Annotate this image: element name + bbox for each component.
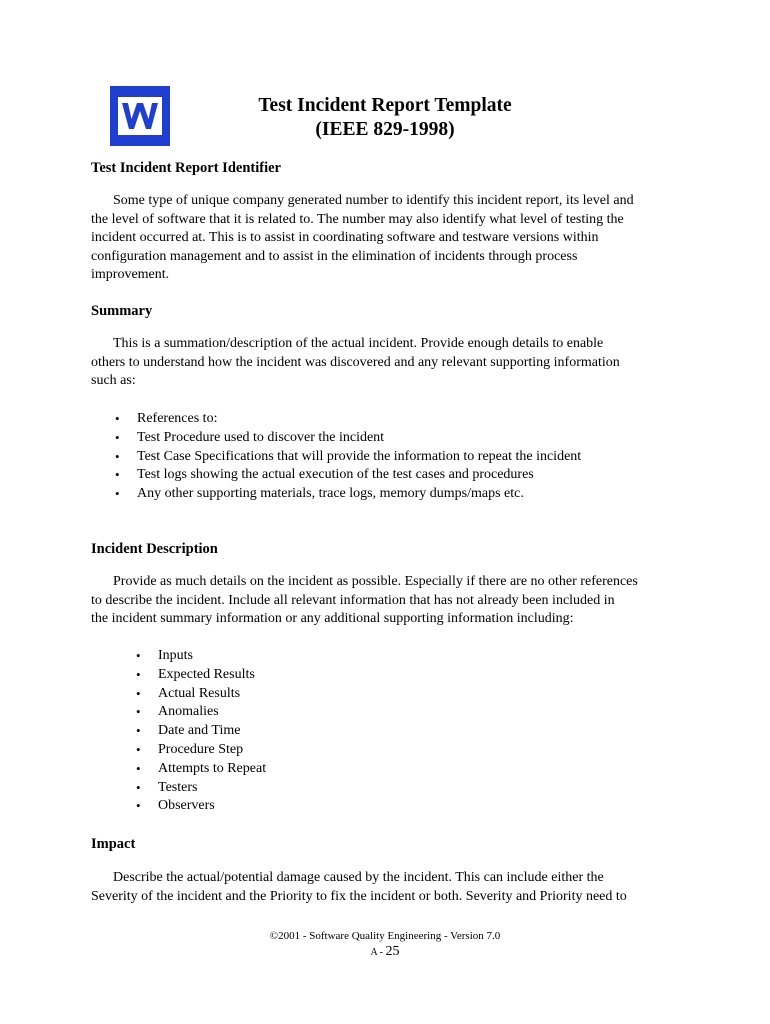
bullet-icon: • — [115, 411, 120, 426]
list-item: • Test Procedure used to discover the incident — [115, 429, 581, 448]
list-item: • References to: — [115, 410, 581, 429]
bullet-icon: • — [136, 704, 141, 720]
bullet-icon: • — [115, 448, 120, 464]
bullet-icon: • — [115, 429, 120, 445]
paragraph-line: improvement. — [91, 267, 170, 282]
word-document-icon — [110, 86, 170, 146]
impact-paragraph — [91, 869, 651, 906]
paragraph-line: such as: — [91, 373, 136, 388]
list-item: • Test logs showing the actual execution of the test cases and procedures — [115, 466, 581, 485]
bullet-icon: • — [136, 685, 141, 701]
summary-heading: Summary — [91, 303, 153, 319]
list-item: • Observers — [136, 797, 266, 816]
paragraph-line: configuration management and to assist in the elimination of incidents through process — [91, 248, 578, 264]
paragraph-line: Provide as much details on the incident as possible. Especially if there are no other references — [113, 574, 638, 589]
paragraph-line: the level of software that it is related to. The number may also identify what level of testing the — [91, 211, 624, 227]
bullet-icon: • — [136, 666, 141, 682]
bullet-icon: • — [136, 779, 141, 795]
list-item: • Test Case Specifications that will provide the information to repeat the incident — [115, 448, 581, 467]
list-item: • Expected Results — [136, 666, 266, 685]
paragraph-line: Describe the actual/potential damage caused by the incident. This can include either the — [113, 870, 604, 885]
identifier-heading: Test Incident Report Identifier — [91, 160, 281, 176]
footer-copyright: ©2001 - Software Quality Engineering - Version 7.0 — [269, 930, 501, 942]
impact-heading: Impact — [91, 836, 136, 852]
bullet-icon: • — [136, 798, 141, 814]
bullet-icon: • — [136, 648, 141, 663]
identifier-paragraph — [91, 192, 651, 285]
bullet-icon: • — [136, 760, 141, 776]
list-item: • Any other supporting materials, trace logs, memory dumps/maps etc. — [115, 485, 581, 504]
bullet-icon: • — [136, 723, 141, 739]
document-title: Test Incident Report Template — [258, 95, 512, 116]
list-item: • Anomalies — [136, 703, 266, 722]
list-item: • Date and Time — [136, 722, 266, 741]
page-number — [0, 944, 770, 961]
paragraph-line: Some type of unique company generated number to identify this incident report, its level and — [113, 193, 634, 208]
bullet-icon: • — [136, 741, 141, 757]
list-item: • Attempts to Repeat — [136, 760, 266, 779]
description-heading: Incident Description — [91, 541, 218, 557]
description-bullet-list — [136, 647, 266, 816]
list-item: • Actual Results — [136, 685, 266, 704]
document-subtitle: (IEEE 829-1998) — [315, 119, 455, 140]
page-number-prefix: A - — [370, 947, 386, 958]
description-paragraph — [91, 573, 651, 629]
summary-bullet-list — [115, 410, 581, 504]
bullet-icon: • — [115, 486, 120, 502]
paragraph-line: to describe the incident. Include all relevant information that has not already been included in — [91, 592, 615, 608]
paragraph-line: the incident summary information or any additional supporting information including: — [91, 611, 574, 626]
list-item: • Inputs — [136, 647, 266, 666]
page-number-value: 25 — [385, 944, 400, 959]
list-item: • Testers — [136, 779, 266, 798]
paragraph-line: Severity of the incident and the Priority to fix the incident or both. Severity and Priority need to — [91, 888, 627, 904]
paragraph-line: This is a summation/description of the actual incident. Provide enough details to enable — [113, 336, 604, 351]
list-item: • Procedure Step — [136, 741, 266, 760]
summary-paragraph — [91, 335, 651, 391]
paragraph-line: others to understand how the incident was discovered and any relevant supporting information — [91, 354, 620, 370]
paragraph-line: incident occurred at. This is to assist in coordinating software and testware versions within — [91, 230, 599, 245]
bullet-icon: • — [115, 467, 120, 483]
